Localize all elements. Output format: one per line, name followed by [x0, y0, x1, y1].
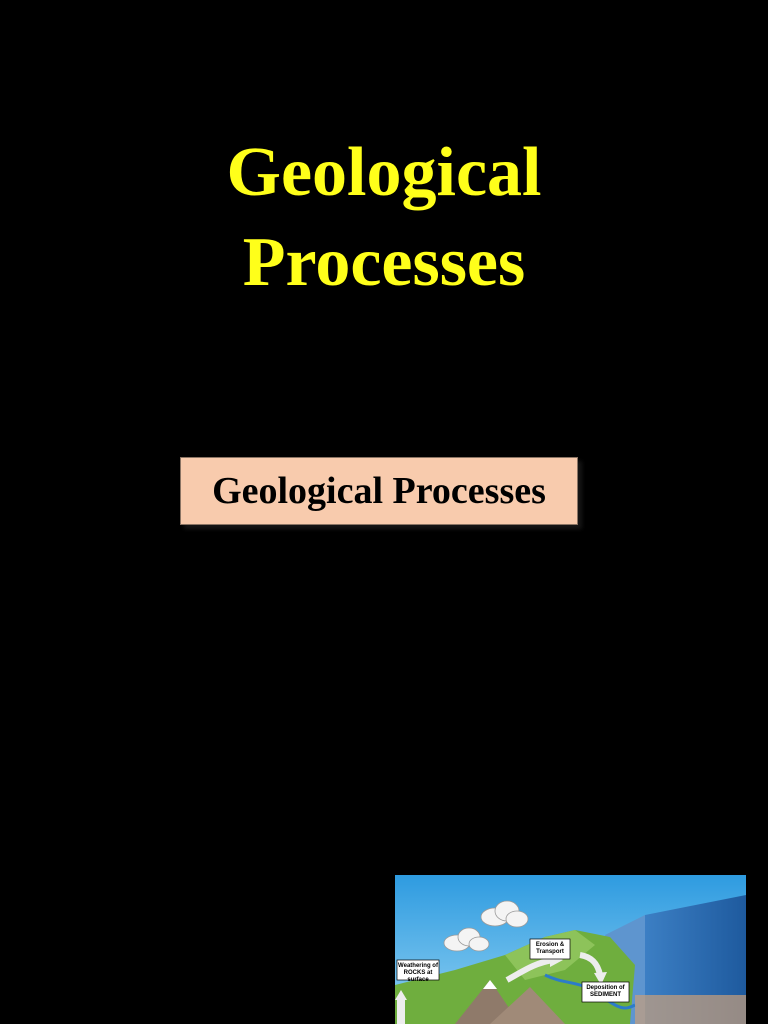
content-slide [0, 420, 768, 1024]
label-weathering: Weathering of ROCKS at surface [398, 963, 438, 983]
bullet-text: These are events that occur on geological timescale ranging between million of centuries, hundreds of meters, and thousands of kilometers. [73, 553, 726, 601]
diagram-caption: Earthquakes and Volcanism [43, 960, 299, 981]
label-deposition: Deposition of SEDIMENT [586, 985, 625, 998]
bullet-item [56, 550, 746, 604]
arrow [397, 1000, 405, 1024]
bullet-emphasis: Plate tectonics, erosion, chemical weathering and sedimentation [73, 685, 596, 733]
bullet-dot: • [56, 553, 67, 574]
bullet-text: It describes the natural forces that shape the physical makeup of a planet. [73, 619, 695, 667]
title-line-2: Processes [242, 224, 526, 301]
bullet-dot: • [56, 619, 67, 640]
bullet-item [56, 616, 746, 670]
label-erosion: Erosion & Transport [535, 942, 565, 955]
rock-cycle-illustration [395, 875, 746, 1024]
sediment-layer [635, 995, 746, 1024]
heading-box [180, 457, 578, 525]
bullet-list [56, 550, 746, 775]
rock-cycle-diagram [395, 875, 746, 1024]
bullet-item [56, 682, 746, 763]
title-line-1: Geological [226, 134, 542, 211]
bullet-text: are all examples of forces that significantly affect the Earth’s surface and account for its major features. [73, 712, 724, 760]
slide-heading: Geological Processes [212, 470, 546, 512]
bullet-dot: • [56, 685, 67, 706]
slide-title [0, 128, 768, 308]
title-slide [0, 0, 768, 420]
